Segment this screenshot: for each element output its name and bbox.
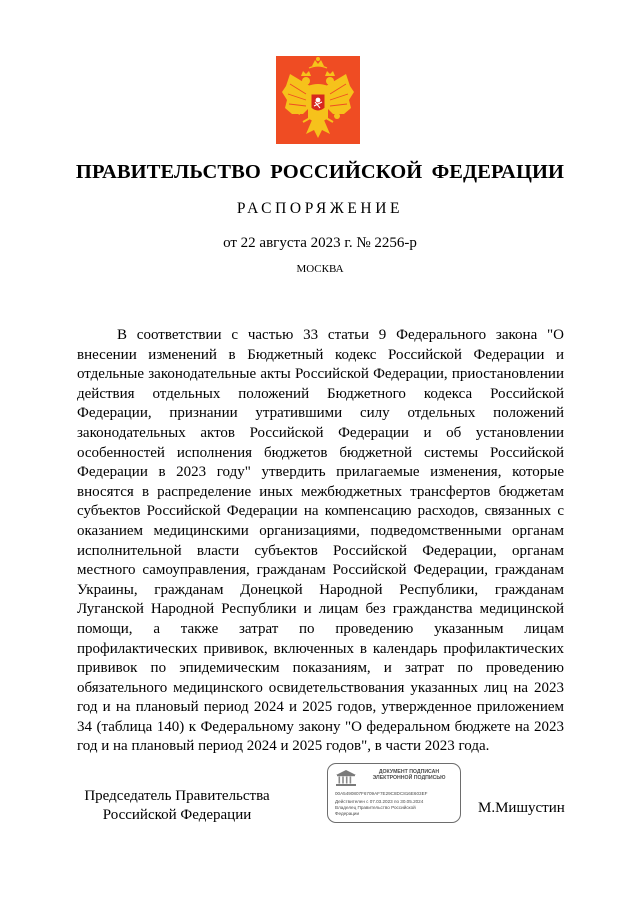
stamp-heading-line-1: ДОКУМЕНТ ПОДПИСАН <box>378 769 440 775</box>
document-city: МОСКВА <box>296 263 344 275</box>
stamp-heading <box>362 769 456 782</box>
stamp-certificate-number: 00A5490807F6709AF7E29C8DC816E603EF <box>335 791 428 796</box>
decree-body-paragraph: В соответствии с частью 33 статьи 9 Федерального закона "О внесении изменений в Бюджетный кодекс Российской Федерации и отдельные законодательные акты Российской Федерации, приостановлении действия отдельных положений Бюджетного кодекса Российской Федерации, признании утратившими силу отдельных положений законодательных актов Российской Федерации и об установлении особенностей исполнения бюджетов бюджетной системы Российской Федерации в 2023 году" утвердить прилагаемые изменения, которые вносятся в распределение иных межбюджетных трансфертов бюджетам субъектов Российской Федерации на компенсацию расходов, связанных с оказанием медицинскими организациями, подведомственными органам исполнительной власти субъектов Российской Федерации, органам местного самоуправления, гражданам Российской Федерации, гражданам Украины, гражданам Донецкой Народной Республики, гражданам Луганской Народной Республики и лицам без гражданства медицинской помощи, а также затрат по проведению указанным лицам профилактических прививок, включенных в календарь профилактических прививок по эпидемическим показаниям, и затрат по проведению обязательного медицинского освидетельствования указанных лиц на 2023 год и на плановый период 2024 и 2025 годов, утвержденное приложением 34 (таблица 140) к Федеральному закону "О федеральном бюджете на 2023 год и на плановый период 2024 и 2025 годов", в части 2023 года. <box>77 327 564 755</box>
government-building-icon <box>335 769 357 787</box>
stamp-owner-line-1: Владелец Правительство Российской <box>335 805 416 810</box>
double-headed-eagle-icon <box>276 56 360 144</box>
stamp-validity: Действителен с 07.03.2023 по 30.05.2024 <box>335 799 424 804</box>
stamp-heading-line-2: ЭЛЕКТРОННОЙ ПОДПИСЬЮ <box>372 775 446 782</box>
stamp-owner-line-2: Федерации <box>335 811 360 816</box>
coat-of-arms-emblem <box>276 56 360 144</box>
signer-position <box>77 787 277 825</box>
electronic-signature-stamp <box>327 763 461 823</box>
signer-position-line-2: Российской Федерации <box>102 807 252 823</box>
document-type: РАСПОРЯЖЕНИЕ <box>236 200 404 217</box>
signer-name: М.Мишустин <box>478 800 565 816</box>
signer-position-line-1: Председатель Правительства <box>84 788 270 804</box>
document-date-number: от 22 августа 2023 г. № 2256-р <box>223 235 417 251</box>
government-title: ПРАВИТЕЛЬСТВО РОССИЙСКОЙ ФЕДЕРАЦИИ <box>75 161 565 183</box>
